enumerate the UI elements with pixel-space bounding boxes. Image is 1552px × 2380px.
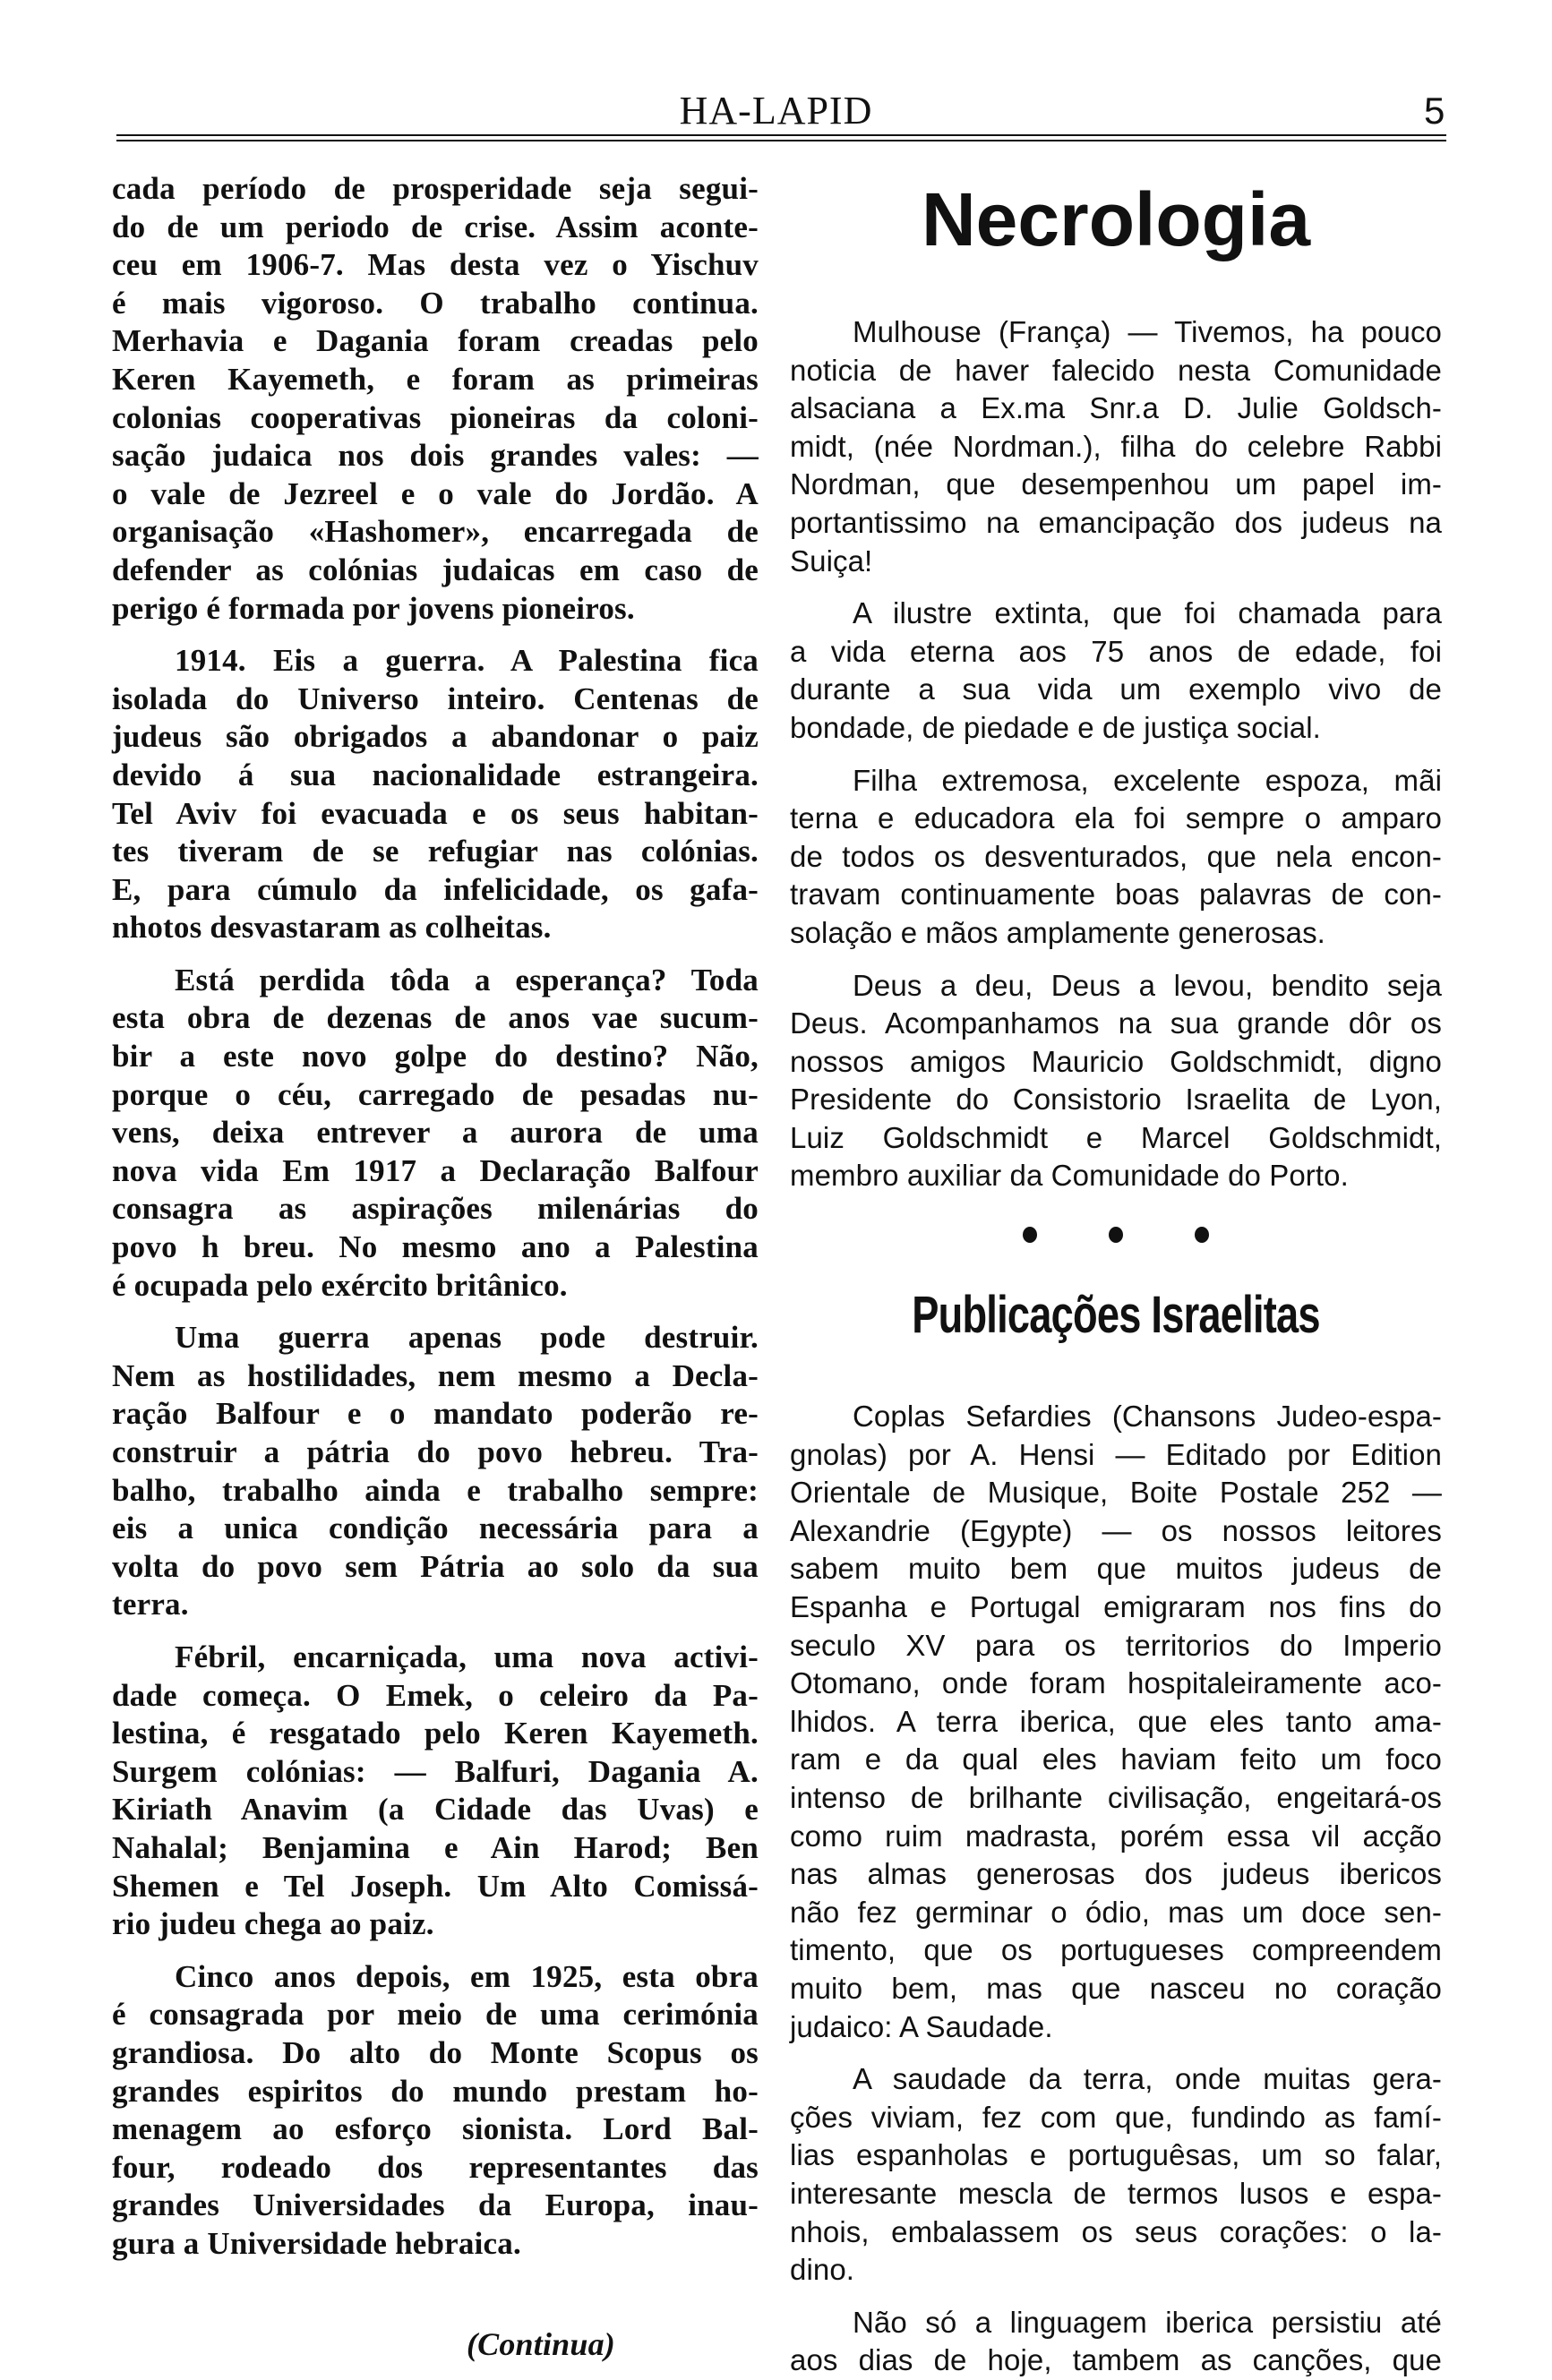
text-line: Coplas Sefardies (Chansons Judeo-espa-	[853, 1400, 1442, 1434]
paragraph-gap	[112, 1944, 759, 1958]
text-line: Deus a deu, Deus a levou, bendito seja	[853, 968, 1442, 1002]
text-line: judeus são obrigados a abandonar o paiz	[112, 719, 759, 755]
paragraph-gap	[112, 1624, 759, 1639]
text-line: four, rodeado dos representantes das	[112, 2149, 759, 2185]
text-line: defender as colónias judaicas em caso de	[112, 552, 759, 587]
text-line: timento, que os portugueses compreendem	[790, 1933, 1442, 1967]
paragraph	[112, 170, 759, 628]
text-line: Está perdida tôda a esperança? Toda	[175, 962, 759, 997]
text-line: Alexandrie (Egypte) — os nossos leitores	[790, 1513, 1442, 1547]
text-line: alsaciana a Ex.ma Snr.a D. Julie Goldsch-	[790, 391, 1442, 425]
paragraph	[112, 642, 759, 947]
text-line: é consagrada por meio de uma cerimónia	[112, 1997, 759, 2033]
text-line: membro auxiliar da Comunidade do Porto.	[790, 1159, 1349, 1193]
text-line: ções viviam, fez com que, fundindo as famí-	[790, 2100, 1442, 2134]
text-line: Cinco anos depois, em 1925, esta obra	[175, 1958, 759, 1994]
text-line: durante a sua vida um exemplo vivo de	[790, 672, 1442, 706]
text-line: não fez germinar o ódio, mas um doce sen-	[790, 1895, 1442, 1929]
text-line: tes tiveram de se refugiar nas colónias.	[112, 834, 759, 869]
right-column	[790, 170, 1442, 2380]
text-line: noticia de haver falecido nesta Comunidade	[790, 353, 1442, 387]
paragraph	[790, 2304, 1442, 2380]
text-line: de todos os desventurados, que nela encon-	[790, 839, 1442, 873]
text-line: ceu em 1906-7. Mas desta vez o Yischuv	[112, 247, 759, 283]
text-line: Nem as hostilidades, nem mesmo a Decla-	[112, 1357, 759, 1393]
text-line: Kiriath Anavim (a Cidade das Uvas) e	[112, 1792, 759, 1828]
text-line: consagra as aspirações milenárias do	[112, 1191, 759, 1227]
necrologia-heading: Necrologia	[921, 177, 1311, 261]
text-line: Fébril, encarniçada, uma nova activi-	[175, 1639, 759, 1674]
running-head-title: HA-LAPID	[679, 89, 873, 133]
paragraph-gap	[112, 1305, 759, 1319]
text-line: seculo XV para os territorios do Imperio	[790, 1628, 1442, 1662]
text-line: sabem muito bem que muitos judeus de	[790, 1552, 1442, 1586]
text-line: muito bem, mas que nasceu no coração	[790, 1971, 1442, 2005]
text-line: nhotos desvastaram as colheitas.	[112, 910, 552, 946]
header-rule-secondary	[116, 140, 1446, 141]
paragraph-gap	[112, 947, 759, 962]
text-line: lhidos. A terra iberica, que eles tanto ama-	[790, 1704, 1442, 1738]
paragraph	[790, 595, 1442, 747]
text-line: Surgem colónias: — Balfuri, Dagania A.	[112, 1753, 759, 1789]
text-line: dino.	[790, 2253, 855, 2287]
publicacoes-body	[790, 1398, 1442, 2380]
text-line: Não só a linguagem iberica persistiu até	[853, 2305, 1442, 2339]
text-line: nas almas generosas dos judeus ibericos	[790, 1857, 1442, 1891]
text-line: o vale de Jezreel e o vale do Jordão. A	[112, 475, 759, 511]
paragraph	[790, 313, 1442, 580]
text-line: isolada do Universo inteiro. Centenas de	[112, 681, 759, 716]
text-line: gura a Universidade hebraica.	[112, 2225, 521, 2261]
text-line: 1914. Eis a guerra. A Palestina fica	[175, 643, 759, 679]
text-line: construir a pátria do povo hebreu. Tra-	[112, 1434, 759, 1469]
text-line: Deus. Acompanhamos na sua grande dôr os	[790, 1006, 1442, 1040]
text-line: dade começa. O Emek, o celeiro da Pa-	[112, 1677, 759, 1713]
text-line: volta do povo sem Pátria ao solo da sua	[112, 1548, 759, 1584]
page-number: 5	[1424, 90, 1445, 132]
text-line: Mulhouse (França) — Tivemos, ha pouco	[853, 315, 1442, 348]
paragraph-gap	[790, 2290, 1442, 2304]
paragraph	[112, 1319, 759, 1624]
paragraph-gap	[790, 748, 1442, 762]
paragraph	[112, 1639, 759, 1944]
text-line: intenso de brilhante civilisação, engeitará-os	[790, 1781, 1442, 1814]
paragraph	[790, 2060, 1442, 2290]
text-line: A ilustre extinta, que foi chamada para	[853, 596, 1442, 630]
text-line: midt, (née Nordman.), filha do celebre Rabbi	[790, 429, 1442, 463]
text-line: grandes espiritos do mundo prestam ho-	[112, 2073, 759, 2109]
left-article-body	[112, 170, 759, 2263]
text-line: Nahalal; Benjamina e Ain Harod; Ben	[112, 1829, 759, 1865]
text-line: esta obra de dezenas de anos vae sucum-	[112, 1000, 759, 1036]
text-line: Espanha e Portugal emigraram nos fins do	[790, 1590, 1442, 1624]
separator-dot-icon	[1109, 1227, 1123, 1243]
text-line: grandiosa. Do alto do Monte Scopus os	[112, 2034, 759, 2070]
text-line: povo h breu. No mesmo ano a Palestina	[112, 1229, 759, 1265]
text-line: judaico: A Saudade.	[790, 2009, 1053, 2043]
text-line: grandes Universidades da Europa, inau-	[112, 2187, 759, 2223]
text-line: é mais vigoroso. O trabalho continua.	[112, 285, 759, 321]
text-line: Otomano, onde foram hospitaleiramente aco-	[790, 1666, 1442, 1700]
text-line: Merhavia e Dagania foram creadas pelo	[112, 323, 759, 359]
text-line: nhois, embalassem os seus corações: o la-	[790, 2214, 1442, 2248]
text-line: Tel Aviv foi evacuada e os seus habitan-	[112, 795, 759, 831]
text-line: menagem ao esforço sionista. Lord Bal-	[112, 2111, 759, 2147]
paragraph	[790, 967, 1442, 1196]
text-line: lestina, é resgatado pelo Keren Kayemeth.	[112, 1716, 759, 1751]
text-line: a vida eterna aos 75 anos de edade, foi	[790, 634, 1442, 668]
text-line: E, para cúmulo da infelicidade, os gafa-	[112, 871, 759, 907]
text-line: como ruim madrasta, porém essa vil acção	[790, 1819, 1442, 1853]
text-line: Luiz Goldschmidt e Marcel Goldschmidt,	[790, 1120, 1442, 1154]
text-line: porque o céu, carregado de pesadas nu-	[112, 1076, 759, 1112]
text-line: eis a unica condição necessária para a	[112, 1511, 759, 1546]
paragraph	[790, 762, 1442, 953]
text-line: gnolas) por A. Hensi — Editado por Edition	[790, 1437, 1442, 1471]
text-line: vens, deixa entrever a aurora de uma	[112, 1115, 759, 1151]
text-line: perigo é formada por jovens pioneiros.	[112, 590, 635, 626]
text-line: Orientale de Musique, Boite Postale 252 —	[790, 1476, 1442, 1510]
text-line: Keren Kayemeth, e foram as primeiras	[112, 361, 759, 397]
text-line: é ocupada pelo exército britânico.	[112, 1267, 568, 1303]
text-line: bir a este novo golpe do destino? Não,	[112, 1039, 759, 1074]
paragraph	[112, 962, 759, 1305]
text-line: do de um periodo de crise. Assim aconte-	[112, 209, 759, 244]
separator-dot-icon	[1195, 1227, 1209, 1243]
paragraph-gap	[790, 580, 1442, 595]
text-line: terna e educadora ela foi sempre o amparo	[790, 801, 1442, 835]
text-line: ram e da qual eles haviam feito um foco	[790, 1742, 1442, 1776]
paragraph-gap	[790, 2046, 1442, 2060]
text-line: lias espanholas e portuguêsas, um so falar,	[790, 2138, 1442, 2172]
text-line: colonias cooperativas pioneiras da coloni-	[112, 399, 759, 435]
section-separator	[790, 1208, 1442, 1262]
text-line: organisação «Hashomer», encarregada de	[112, 514, 759, 550]
paragraph	[112, 1958, 759, 2264]
text-line: Suiça!	[790, 544, 873, 578]
text-line: terra.	[112, 1587, 189, 1622]
text-line: Presidente do Consistorio Israelita de Lyon,	[790, 1083, 1442, 1117]
text-line: A saudade da terra, onde muitas gera-	[853, 2062, 1442, 2096]
text-line: solação e mãos amplamente generosas.	[790, 915, 1325, 949]
text-line: interesante mescla de termos lusos e espa-	[790, 2176, 1442, 2210]
text-line: nossos amigos Mauricio Goldschmidt, digno	[790, 1044, 1442, 1078]
text-line: Filha extremosa, excelente espoza, mãi	[853, 763, 1442, 797]
paragraph-gap	[112, 628, 759, 642]
paragraph-gap	[790, 953, 1442, 967]
left-column-article	[112, 170, 759, 2363]
text-line: Uma guerra apenas pode destruir.	[175, 1320, 759, 1356]
text-line: devido á sua nacionalidade estrangeira.	[112, 757, 759, 792]
text-line: ração Balfour e o mandato poderão re-	[112, 1396, 759, 1432]
paragraph	[790, 1398, 1442, 2046]
necrologia-body	[790, 313, 1442, 1195]
continuation-note: (Continua)	[466, 2326, 615, 2363]
publicacoes-heading: Publicações Israelitas	[912, 1286, 1320, 1345]
separator-dot-icon	[1023, 1227, 1037, 1243]
text-line: aos dias de hoje, tambem as canções, que	[790, 2343, 1442, 2377]
text-line: rio judeu chega ao paiz.	[112, 1906, 434, 1942]
text-line: balho, trabalho ainda e trabalho sempre:	[112, 1472, 759, 1508]
text-line: Shemen e Tel Joseph. Um Alto Comissá-	[112, 1868, 759, 1904]
text-line: bondade, de piedade e de justiça social.	[790, 710, 1321, 744]
text-line: travam continuamente boas palavras de con-	[790, 878, 1442, 912]
text-line: nova vida Em 1917 a Declaração Balfour	[112, 1152, 759, 1188]
text-line: portantissimo na emancipação dos judeus na	[790, 505, 1442, 539]
text-line: Nordman, que desempenhou um papel im-	[790, 467, 1442, 501]
text-line: cada período de prosperidade seja segui-	[112, 171, 759, 206]
header-rule	[116, 134, 1446, 136]
text-line: sação judaica nos dois grandes vales: —	[112, 438, 759, 474]
